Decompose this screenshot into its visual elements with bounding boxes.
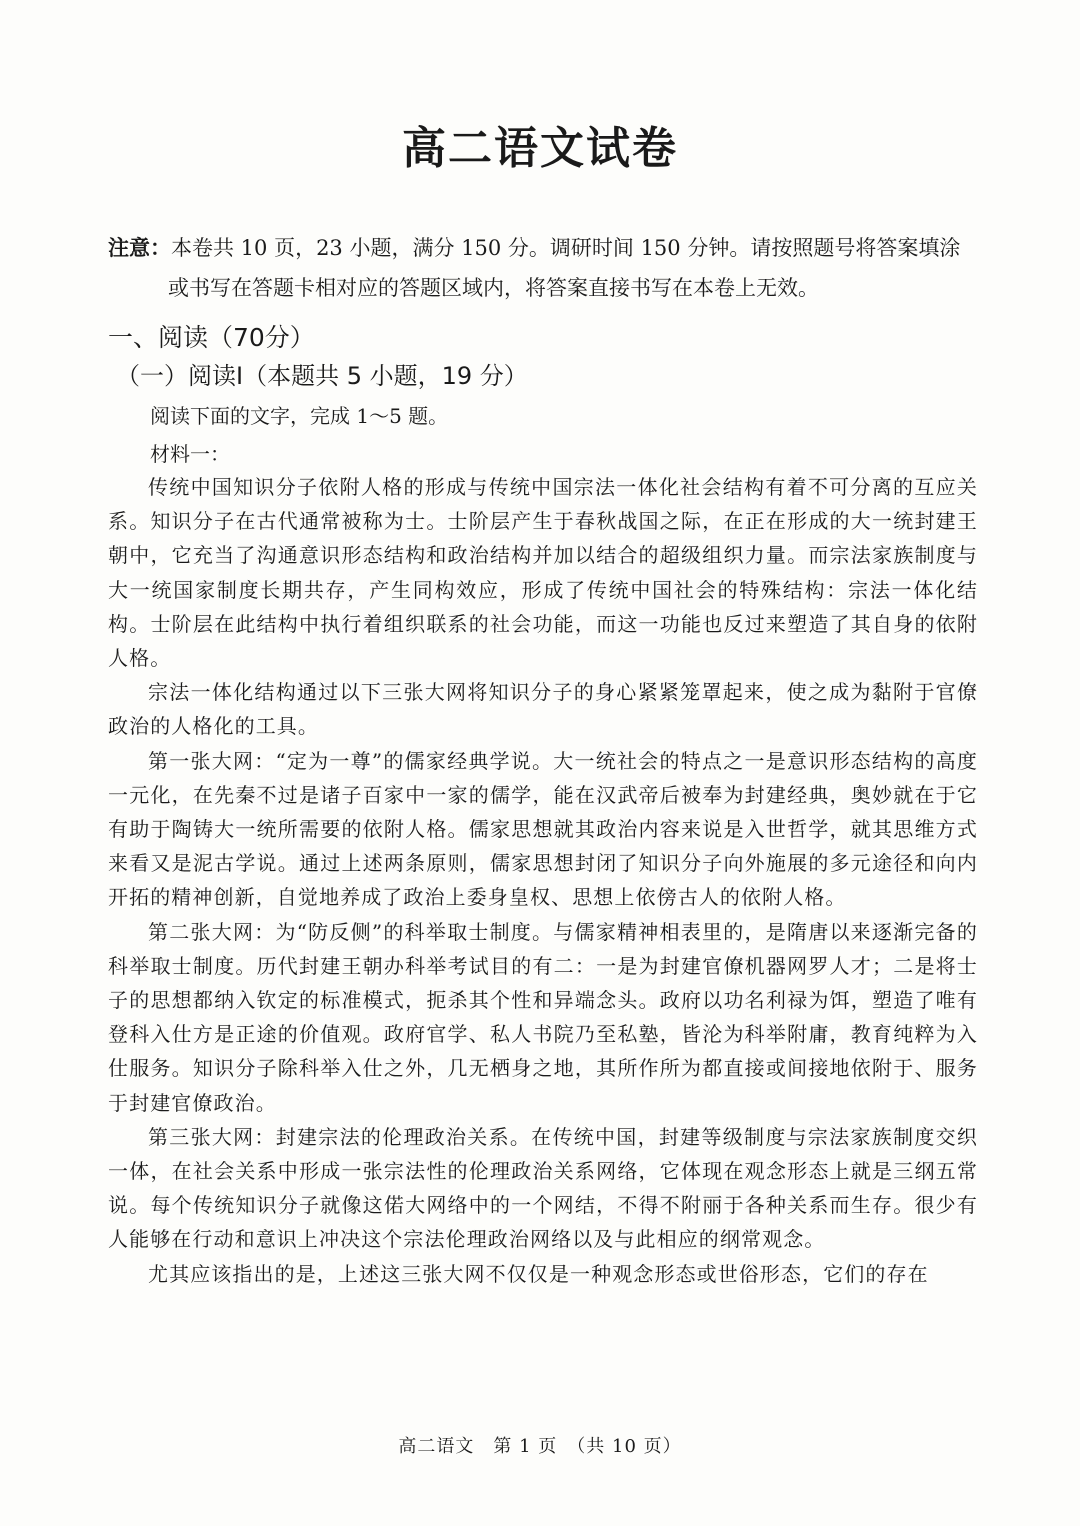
subsection-heading: （一）阅读Ⅰ（本题共 5 小题，19 分） [116, 362, 528, 390]
page-footer: 高二语文 第 1 页 （共 10 页） [398, 1436, 682, 1457]
paragraph: 传统中国知识分子依附人格的形成与传统中国宗法一体化社会结构有着不可分离的互应关系。知识分子在古代通常被称为士。士阶层产生于春秋战国之际，在正在形成的大一统封建王朝中，它充当了沟通意识形态结构和政治结构并加以结合的超级组织力量。而宗法家族制度与大一统国家制度长期共存，产生同构效应，形成了传统中国社会的特殊结构：宗法一体化结构。士阶层在此结构中执行着组织联系的社会功能，而这一功能也反过来塑造了其自身的依附人格。 [108, 475, 978, 671]
paragraph: 尤其应该指出的是，上述这三张大网不仅仅是一种观念形态或世俗形态，它们的存在 [148, 1261, 929, 1286]
notice-label: 注意： [108, 235, 171, 260]
page-title: 高二语文试卷 [402, 123, 678, 174]
reading-instruction: 阅读下面的文字，完成 1～5 题。 [150, 404, 449, 428]
paragraph: 宗法一体化结构通过以下三张大网将知识分子的身心紧紧笼罩起来，使之成为黏附于官僚政治的人格化的工具。 [108, 680, 978, 739]
section-heading: 一、阅读（70分） [108, 323, 315, 352]
paragraph: 第二张大网：为“防反侧”的科举取士制度。与儒家精神相表里的，是隋唐以来逐渐完备的科举取士制度。历代封建王朝办科举考试目的有二：一是为封建官僚机器网罗人才；二是将士子的思想都纳入钦定的标准模式，扼杀其个性和异端念头。政府以功名利禄为饵，塑造了唯有登科入仕方是正途的价值观。政府官学、私人书院乃至私塾，皆沦为科举附庸，教育纯粹为入仕服务。知识分子除科举入仕之外，几无栖身之地，其所作所为都直接或间接地依附于、服务于封建官僚政治。 [108, 919, 978, 1115]
paragraph: 第三张大网：封建宗法的伦理政治关系。在传统中国，封建等级制度与宗法家族制度交织一体，在社会关系中形成一张宗法性的伦理政治关系网络，它体现在观念形态上就是三纲五常说。每个传统知识分子就像这偌大网络中的一个网结，不得不附丽于各种关系而生存。很少有人能够在行动和意识上冲决这个宗法伦理政治网络以及与此相应的纲常观念。 [108, 1124, 978, 1252]
notice-line-1 [108, 228, 988, 268]
notice-line-2: 或书写在答题卡相对应的答题区域内，将答案直接书写在本卷上无效。 [168, 276, 819, 300]
notice-text-1: 本卷共 10 页，23 小题，满分 150 分。调研时间 150 分钟。请按照题号将答案填涂 [171, 236, 961, 260]
reading-passage [108, 470, 978, 1291]
paragraph: 第一张大网：“定为一尊”的儒家经典学说。大一统社会的特点之一是意识形态结构的高度一元化，在先秦不过是诸子百家中一家的儒学，能在汉武帝后被奉为封建经典，奥妙就在于它有助于陶铸大一统所需要的依附人格。儒家思想就其政治内容来说是入世哲学，就其思维方式来看又是泥古学说。通过上述两条原则，儒家思想封闭了知识分子向外施展的多元途径和向内开拓的精神创新，自觉地养成了政治上委身皇权、思想上依傍古人的依附人格。 [108, 748, 978, 910]
material-label: 材料一： [150, 442, 230, 466]
notice-block [108, 228, 988, 308]
